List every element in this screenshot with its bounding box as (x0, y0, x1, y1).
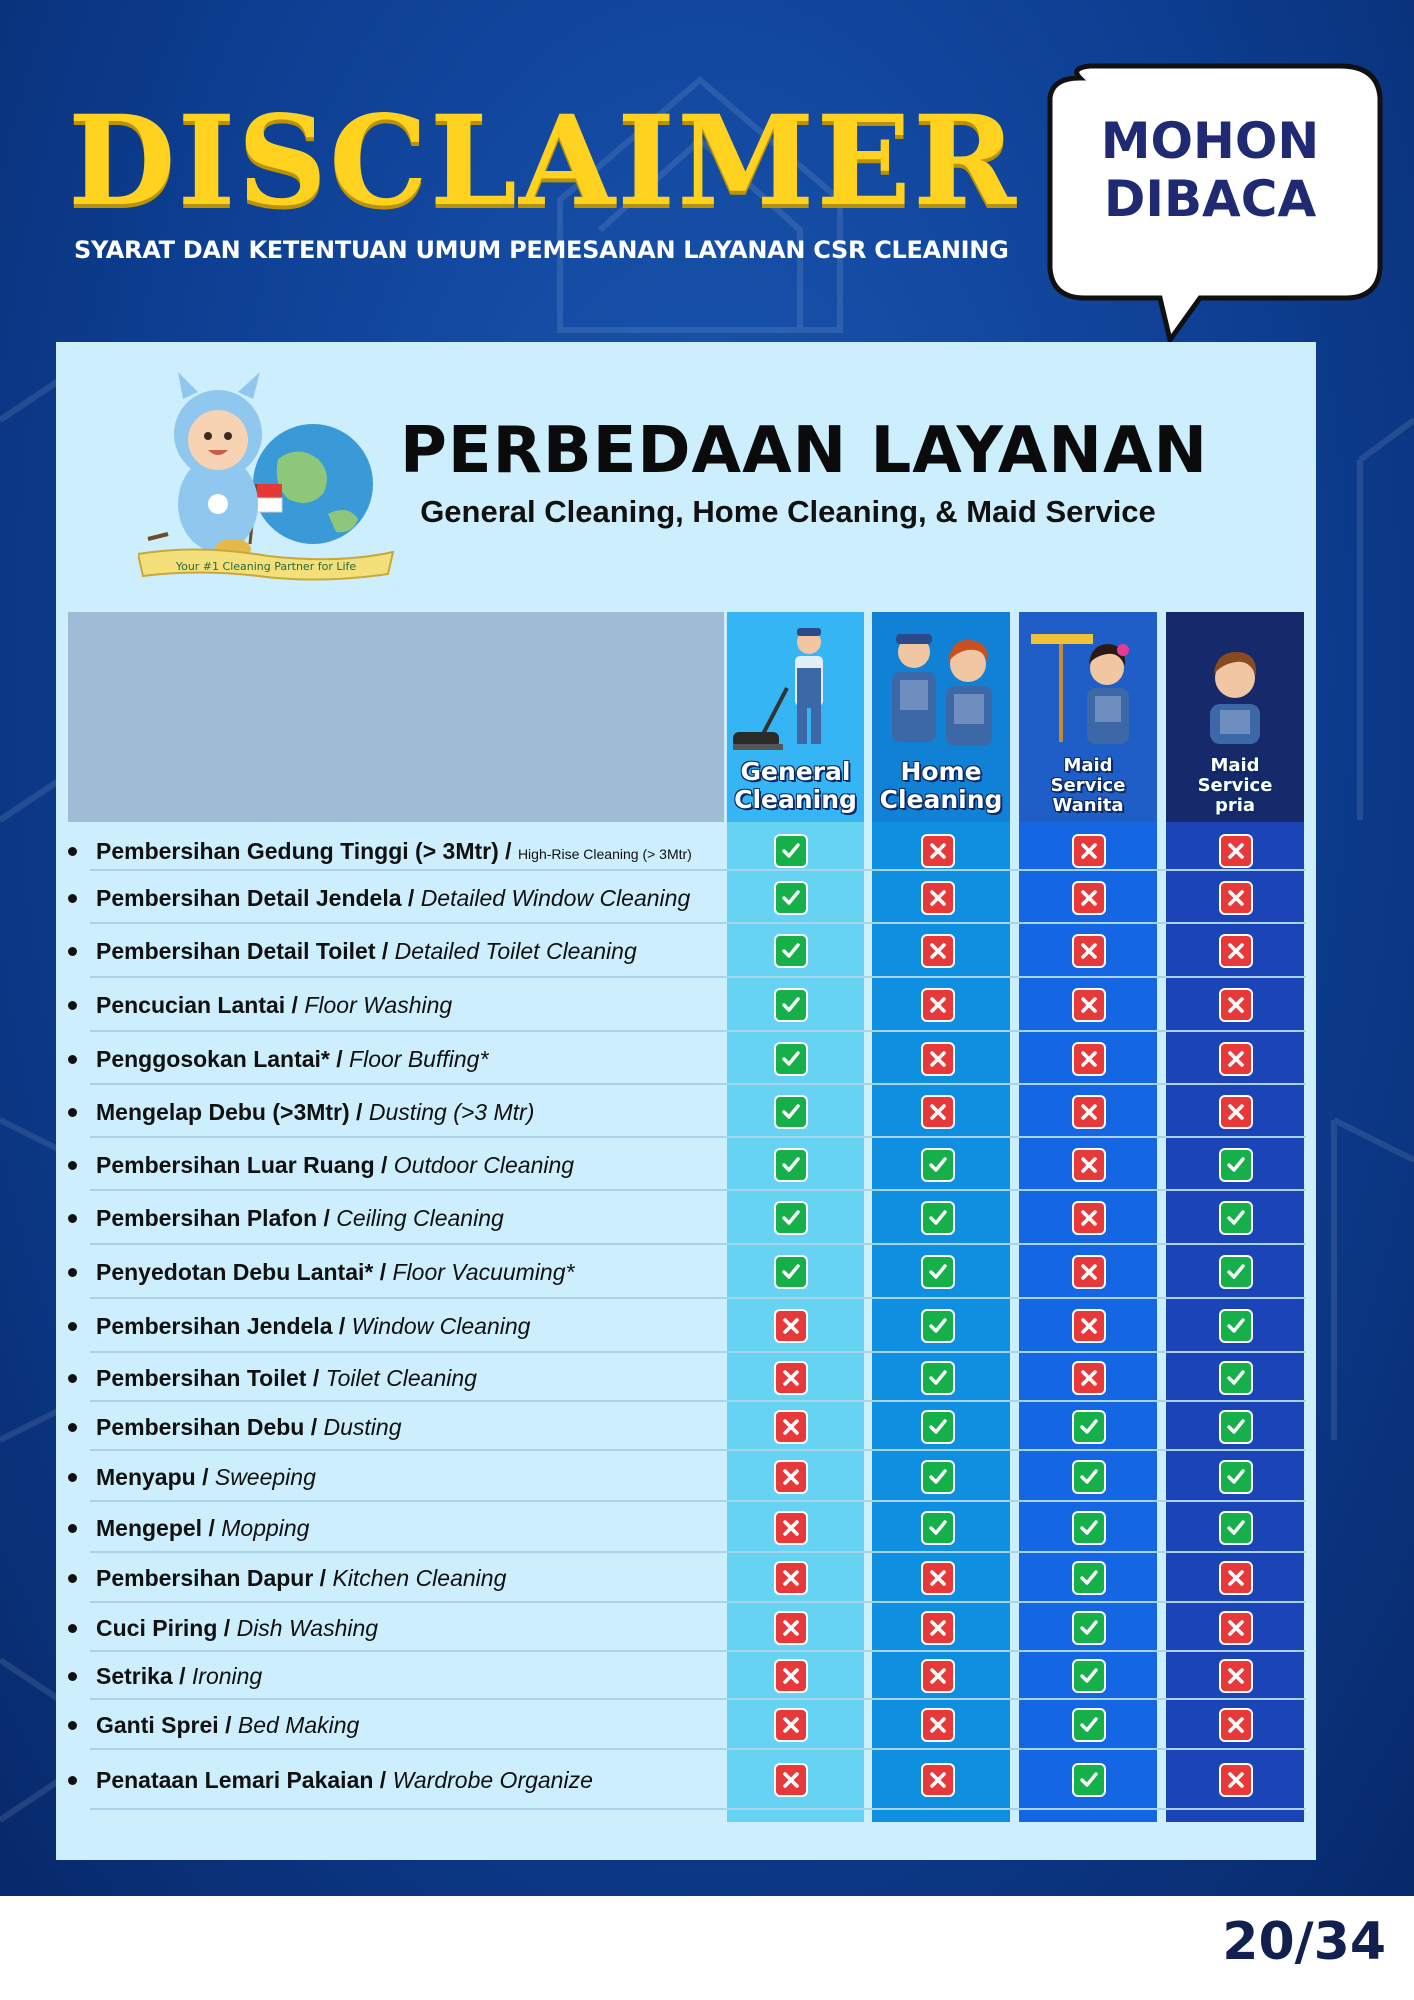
cross-icon (923, 883, 953, 913)
table-row (0, 1138, 1414, 1191)
check-icon (1074, 1563, 1104, 1593)
row-label (96, 1663, 262, 1689)
bullet-icon (68, 1423, 77, 1432)
table-row (0, 1451, 1414, 1502)
cross-icon (1074, 883, 1104, 913)
cross-icon (1221, 1563, 1251, 1593)
cross-icon (923, 1661, 953, 1691)
cross-icon (923, 1563, 953, 1593)
check-icon (923, 1513, 953, 1543)
cross-icon (1074, 936, 1104, 966)
row-label (96, 1712, 359, 1738)
cross-icon (1074, 1150, 1104, 1180)
cross-icon (1074, 1257, 1104, 1287)
bubble-line-2: DIBACA (1103, 170, 1317, 228)
bubble-text (1060, 112, 1360, 228)
cross-icon (776, 1613, 806, 1643)
row-label (96, 1767, 593, 1793)
row-label-english: Floor Washing (304, 992, 453, 1018)
bullet-icon (68, 1001, 77, 1010)
cross-icon (1221, 990, 1251, 1020)
row-label-english: Bed Making (237, 1712, 360, 1738)
column-header (1019, 612, 1157, 822)
check-icon (1221, 1462, 1251, 1492)
cross-icon (1221, 883, 1251, 913)
column-label-line-3: pria (1214, 795, 1256, 816)
row-label-indonesian: Cuci Piring / (96, 1614, 237, 1641)
cross-icon (1221, 836, 1251, 866)
cross-icon (923, 836, 953, 866)
cross-icon (923, 1613, 953, 1643)
column-header (727, 612, 864, 822)
mascot-logo (138, 364, 398, 584)
row-label-english: Outdoor Cleaning (393, 1151, 575, 1178)
page-number: 20/34 (1222, 1912, 1386, 1972)
row-label (96, 1464, 316, 1490)
check-icon (923, 1311, 953, 1341)
row-divider (90, 1808, 1306, 1810)
cross-icon (1221, 1710, 1251, 1740)
check-icon (776, 836, 806, 866)
table-row (0, 1191, 1414, 1245)
bullet-icon (68, 1721, 77, 1730)
cross-icon (1074, 990, 1104, 1020)
table-row (0, 1652, 1414, 1700)
table-row (0, 1085, 1414, 1138)
cross-icon (776, 1765, 806, 1795)
disclaimer-title: DISCLAIMER (68, 89, 1018, 234)
column-label-line-3: Wanita (1052, 795, 1124, 816)
check-icon (776, 883, 806, 913)
column-label (872, 758, 1010, 814)
bullet-icon (68, 947, 77, 956)
row-label-indonesian: Pencucian Lantai / (96, 992, 305, 1018)
column-label-line-2: Service (1050, 775, 1126, 796)
bubble-line-1: MOHON (1100, 112, 1320, 170)
home-cleaners-illustration (872, 624, 1010, 754)
check-icon (923, 1412, 953, 1442)
row-label (96, 1565, 506, 1591)
column-header (872, 612, 1010, 822)
table-row (0, 1700, 1414, 1750)
column-label-line-1: Home (900, 757, 982, 786)
row-label (96, 1313, 530, 1339)
check-icon (776, 1257, 806, 1287)
row-label (96, 1414, 402, 1440)
row-label-english: Window Cleaning (351, 1313, 531, 1339)
bullet-icon (68, 1214, 77, 1223)
table-row (0, 830, 1414, 871)
table-row (0, 1502, 1414, 1553)
bullet-icon (68, 1574, 77, 1583)
check-icon (1221, 1150, 1251, 1180)
cross-icon (776, 1311, 806, 1341)
row-label-english: Sweeping (214, 1463, 316, 1490)
check-icon (1074, 1661, 1104, 1691)
column-label (727, 758, 864, 814)
table-row (0, 1553, 1414, 1603)
table-row (0, 924, 1414, 978)
table-row (0, 1299, 1414, 1353)
cross-icon (1074, 1311, 1104, 1341)
panel-title: PERBEDAAN LAYANAN (400, 414, 1209, 488)
cross-icon (776, 1710, 806, 1740)
column-header (1166, 612, 1304, 822)
check-icon (1221, 1203, 1251, 1233)
cross-icon (776, 1462, 806, 1492)
row-label-indonesian: Penggosokan Lantai* / (96, 1045, 350, 1072)
row-label-indonesian: Pembersihan Plafon / (96, 1205, 337, 1231)
bullet-icon (68, 1624, 77, 1633)
check-icon (923, 1150, 953, 1180)
row-label-english: Dusting (>3 Mtr) (368, 1098, 535, 1125)
table-header-blank (68, 612, 724, 822)
check-icon (776, 936, 806, 966)
bullet-icon (68, 1322, 77, 1331)
table-row (0, 1603, 1414, 1652)
table-row (0, 1245, 1414, 1299)
check-icon (1221, 1311, 1251, 1341)
row-label-english: Wardrobe Organize (392, 1767, 593, 1793)
check-icon (776, 1203, 806, 1233)
cross-icon (1221, 1097, 1251, 1127)
bullet-icon (68, 1161, 77, 1170)
check-icon (1074, 1412, 1104, 1442)
row-label-indonesian: Pembersihan Dapur / (96, 1565, 333, 1591)
row-label-english: Kitchen Cleaning (332, 1565, 507, 1591)
row-label (96, 992, 452, 1018)
bullet-icon (68, 1524, 77, 1533)
row-label-indonesian: Mengelap Debu (>3Mtr) / (96, 1098, 369, 1125)
cross-icon (923, 936, 953, 966)
cross-icon (776, 1513, 806, 1543)
cross-icon (1074, 1097, 1104, 1127)
cross-icon (1221, 936, 1251, 966)
mascot-tagline: Your #1 Cleaning Partner for Life (175, 560, 357, 573)
table-row (0, 1402, 1414, 1451)
panel-subtitle: General Cleaning, Home Cleaning, & Maid Service (420, 494, 1156, 529)
row-label-indonesian: Setrika / (96, 1663, 192, 1689)
check-icon (1221, 1513, 1251, 1543)
row-label (96, 838, 692, 867)
disclaimer-subtitle: SYARAT DAN KETENTUAN UMUM PEMESANAN LAYANAN CSR CLEANING (74, 236, 1009, 264)
maid-man-illustration (1166, 624, 1304, 754)
bullet-icon (68, 1055, 77, 1064)
row-label-indonesian: Pembersihan Toilet / (96, 1364, 326, 1391)
cross-icon (923, 990, 953, 1020)
row-label (96, 1365, 477, 1391)
row-label-indonesian: Mengepel / (96, 1514, 222, 1541)
check-icon (776, 1097, 806, 1127)
check-icon (923, 1203, 953, 1233)
cross-icon (923, 1044, 953, 1074)
row-label-english: Mopping (221, 1514, 310, 1541)
column-label-line-2: Cleaning (879, 785, 1003, 814)
row-label-english: Ceiling Cleaning (336, 1205, 504, 1231)
check-icon (1074, 1765, 1104, 1795)
bullet-icon (68, 1374, 77, 1383)
cross-icon (1221, 1613, 1251, 1643)
check-icon (776, 990, 806, 1020)
table-row (0, 1032, 1414, 1085)
row-label (96, 1099, 534, 1125)
column-label-line-2: Cleaning (734, 785, 857, 814)
cross-icon (776, 1363, 806, 1393)
row-label-english: Detailed Window Cleaning (420, 884, 691, 911)
row-label-english: Detailed Toilet Cleaning (394, 938, 637, 964)
row-label (96, 1515, 309, 1541)
bullet-icon (68, 894, 77, 903)
column-label-line-1: Maid (1210, 755, 1260, 776)
row-label-indonesian: Menyapu / (96, 1463, 215, 1490)
cross-icon (776, 1563, 806, 1593)
row-label (96, 1152, 574, 1178)
row-label (96, 1046, 488, 1072)
row-label-english: Ironing (191, 1663, 263, 1689)
bullet-icon (68, 1108, 77, 1117)
bullet-icon (68, 1473, 77, 1482)
check-icon (1074, 1513, 1104, 1543)
column-label-line-1: General (740, 757, 851, 786)
cross-icon (776, 1661, 806, 1691)
cross-icon (1221, 1661, 1251, 1691)
check-icon (1221, 1257, 1251, 1287)
cross-icon (1074, 836, 1104, 866)
row-label-indonesian: Pembersihan Luar Ruang / (96, 1151, 394, 1178)
row-label-english: Dish Washing (236, 1614, 379, 1641)
check-icon (776, 1150, 806, 1180)
row-label-indonesian: Penataan Lemari Pakaian / (96, 1767, 393, 1793)
column-label (1166, 756, 1304, 816)
row-label-indonesian: Pembersihan Detail Jendela / (96, 884, 421, 911)
cross-icon (923, 1097, 953, 1127)
row-label-indonesian: Penyedotan Debu Lantai* / (96, 1259, 393, 1285)
check-icon (776, 1044, 806, 1074)
cross-icon (1221, 1044, 1251, 1074)
cross-icon (923, 1710, 953, 1740)
bullet-icon (68, 1776, 77, 1785)
row-label-english: High-Rise Cleaning (> 3Mtr) (517, 845, 692, 862)
row-label-indonesian: Pembersihan Debu / (96, 1413, 324, 1440)
row-label-indonesian: Pembersihan Gedung Tinggi (> 3Mtr) / (96, 837, 518, 864)
check-icon (1074, 1462, 1104, 1492)
cross-icon (1074, 1363, 1104, 1393)
check-icon (1221, 1412, 1251, 1442)
table-row (0, 978, 1414, 1032)
row-label-indonesian: Pembersihan Jendela / (96, 1313, 352, 1339)
check-icon (923, 1257, 953, 1287)
row-label-english: Floor Buffing* (349, 1045, 489, 1072)
maid-woman-illustration (1019, 624, 1157, 754)
column-label-line-2: Service (1197, 775, 1273, 796)
row-label-indonesian: Ganti Sprei / (96, 1712, 238, 1738)
check-icon (923, 1363, 953, 1393)
row-label-english: Dusting (323, 1413, 402, 1440)
row-label-english: Toilet Cleaning (325, 1364, 477, 1391)
bullet-icon (68, 847, 77, 856)
cross-icon (1074, 1044, 1104, 1074)
row-label (96, 938, 637, 964)
check-icon (923, 1462, 953, 1492)
row-label (96, 1615, 378, 1641)
row-label-indonesian: Pembersihan Detail Toilet / (96, 938, 395, 964)
table-row (0, 1750, 1414, 1810)
table-row (0, 1353, 1414, 1402)
column-label (1019, 756, 1157, 816)
cross-icon (1221, 1765, 1251, 1795)
check-icon (1074, 1710, 1104, 1740)
table-row (0, 871, 1414, 924)
row-label (96, 1259, 574, 1285)
check-icon (1221, 1363, 1251, 1393)
bullet-icon (68, 1672, 77, 1681)
cross-icon (776, 1412, 806, 1442)
row-label-english: Floor Vacuuming* (392, 1259, 575, 1285)
column-label-line-1: Maid (1063, 755, 1113, 776)
check-icon (1074, 1613, 1104, 1643)
floor-machine-cleaner-illustration (727, 624, 864, 754)
cross-icon (923, 1765, 953, 1795)
bullet-icon (68, 1268, 77, 1277)
row-label (96, 885, 690, 911)
row-label (96, 1205, 504, 1231)
cross-icon (1074, 1203, 1104, 1233)
